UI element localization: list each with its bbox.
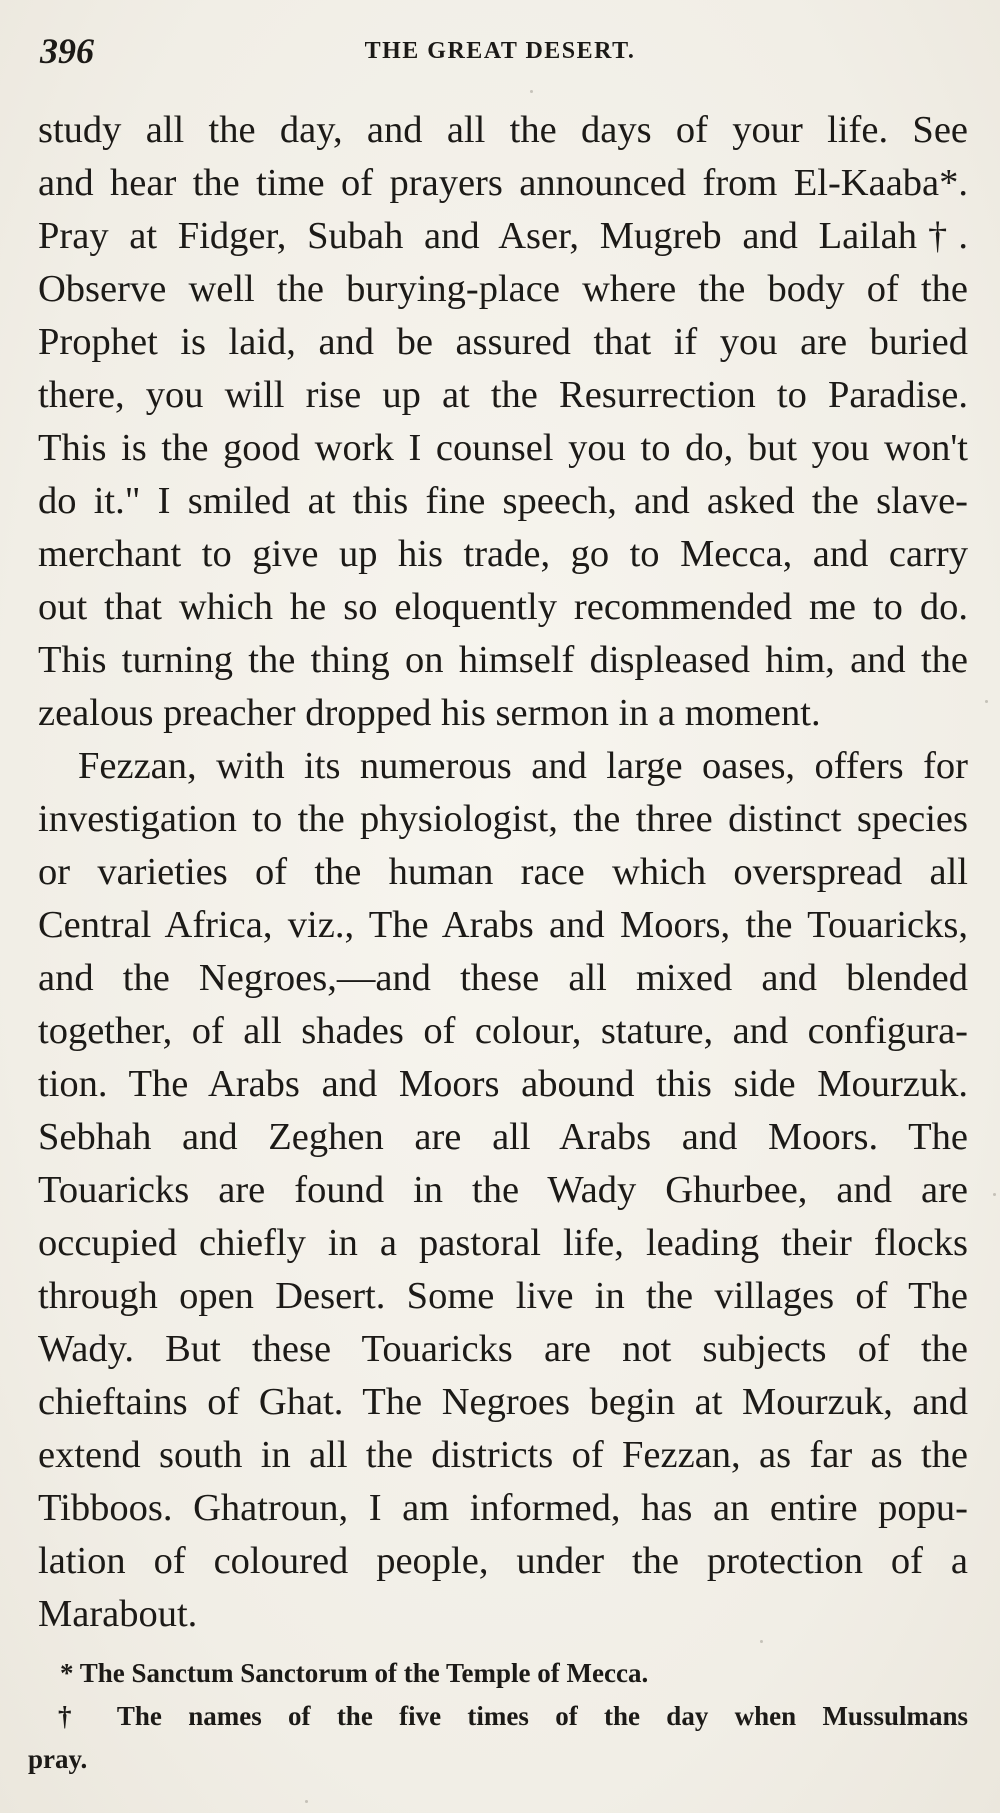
- text-line: Observe well the burying-place where the body of the: [38, 268, 968, 310]
- footnote-asterisk: * The Sanctum Sanctorum of the Temple of Mecca.: [60, 1658, 649, 1688]
- text-line: Touaricks are found in the Wady Ghurbee, and are: [38, 1169, 968, 1211]
- print-speck: [530, 90, 533, 93]
- page-number: 396: [40, 31, 94, 71]
- print-speck: [760, 1640, 763, 1643]
- text-line: there, you will rise up at the Resurrection to Paradise.: [38, 374, 968, 416]
- text-line: do it." I smiled at this fine speech, and asked the slave-: [38, 480, 968, 522]
- text-line: Prophet is laid, and be assured that if you are buried: [38, 321, 968, 363]
- text-line: This turning the thing on himself displeased him, and the: [38, 639, 968, 681]
- footnote-dagger: † The names of the five times of the day when Mussulmans: [58, 1701, 968, 1731]
- text-line: Sebhah and Zeghen are all Arabs and Moors. The: [38, 1116, 968, 1158]
- text-line: merchant to give up his trade, go to Mecca, and carry: [38, 533, 968, 575]
- text-line: Wady. But these Touaricks are not subjects of the: [38, 1328, 968, 1370]
- text-line: Pray at Fidger, Subah and Aser, Mugreb and Lailah†.: [38, 215, 968, 257]
- text-line: Central Africa, viz., The Arabs and Moors, the Touaricks,: [38, 904, 968, 946]
- text-line: and hear the time of prayers announced from El-Kaaba*.: [38, 162, 968, 204]
- text-line: or varieties of the human race which overspread all: [38, 851, 968, 893]
- print-speck: [993, 1193, 996, 1196]
- text-line: This is the good work I counsel you to do, but you won't: [38, 427, 968, 469]
- text-line: out that which he so eloquently recommended me to do.: [38, 586, 968, 628]
- print-speck: [305, 1800, 308, 1803]
- text-line: tion. The Arabs and Moors abound this side Mourzuk.: [38, 1063, 968, 1105]
- footnote-dagger-continued: pray.: [28, 1744, 88, 1774]
- running-title: THE GREAT DESERT.: [364, 38, 636, 64]
- print-speck: [985, 700, 988, 703]
- text-line: together, of all shades of colour, stature, and configura-: [38, 1010, 968, 1052]
- footnotes: [28, 1652, 968, 1781]
- text-line: occupied chiefly in a pastoral life, leading their flocks: [38, 1222, 968, 1264]
- text-line: and the Negroes,—and these all mixed and blended: [38, 957, 968, 999]
- text-line: through open Desert. Some live in the villages of The: [38, 1275, 968, 1317]
- paragraph-start-line: Fezzan, with its numerous and large oases, offers for: [78, 745, 968, 787]
- body-text: [38, 104, 968, 1641]
- paragraph-end-line: zealous preacher dropped his sermon in a moment.: [38, 692, 821, 734]
- page-header: [36, 30, 964, 70]
- text-line: investigation to the physiologist, the three distinct species: [38, 798, 968, 840]
- text-line: chieftains of Ghat. The Negroes begin at Mourzuk, and: [38, 1381, 968, 1423]
- text-line: extend south in all the districts of Fezzan, as far as the: [38, 1434, 968, 1476]
- text-line: Tibboos. Ghatroun, I am informed, has an entire popu-: [38, 1487, 968, 1529]
- text-line: lation of coloured people, under the protection of a: [38, 1540, 968, 1582]
- text-line: study all the day, and all the days of your life. See: [38, 109, 968, 151]
- paragraph-end-line: Marabout.: [38, 1593, 198, 1635]
